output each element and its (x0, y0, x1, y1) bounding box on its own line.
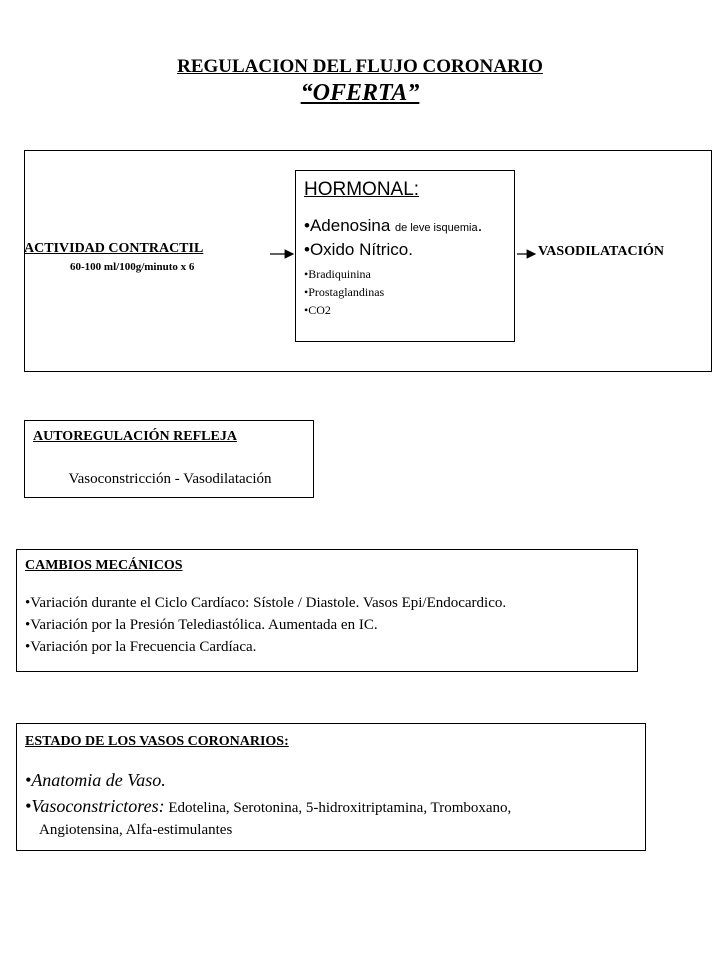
bullet: • (304, 267, 309, 281)
page-subtitle: “OFERTA” (300, 80, 420, 106)
bradiquinina-text: Bradiquinina (308, 267, 371, 281)
estado-vasos-title: ESTADO DE LOS VASOS CORONARIOS: (25, 734, 289, 749)
autoregulacion-title: AUTOREGULACIÓN REFLEJA (33, 429, 237, 444)
adenosina-text: Adenosina (309, 216, 391, 235)
list-item (25, 768, 637, 794)
list-item-text: Variación por la Frecuencia Cardíaca. (30, 639, 257, 655)
hormonal-small-item (304, 265, 506, 283)
bullet: • (25, 796, 32, 816)
hormonal-item-adenosina (304, 215, 506, 239)
vasoconstrictores-text: Edotelina, Serotonina, 5-hidroxitriptamina, Tromboxano, (164, 800, 512, 816)
actividad-contractil-label: ACTIVIDAD CONTRACTIL (24, 241, 204, 256)
autoregulacion-box (24, 420, 314, 498)
prostaglandinas-text: Prostaglandinas (308, 285, 385, 299)
hormonal-item-oxido (304, 239, 506, 261)
list-item (25, 592, 629, 614)
hormonal-title: HORMONAL: (304, 179, 420, 200)
list-item-text: Variación durante el Ciclo Cardíaco: Sístole / Diastole. Vasos Epi/Endocardico. (30, 595, 507, 611)
list-item (25, 636, 629, 658)
vasodilatacion-label: VASODILATACIÓN (538, 244, 665, 259)
anatomia-text: Anatomia de Vaso. (31, 770, 166, 790)
page-title: REGULACION DEL FLUJO CORONARIO (177, 56, 543, 77)
bullet: • (25, 770, 32, 790)
bullet: • (304, 240, 310, 259)
list-item (25, 794, 637, 820)
estado-vasos-box (16, 723, 646, 851)
bullet: • (304, 216, 310, 235)
cambios-mecanicos-title: CAMBIOS MECÁNICOS (25, 558, 183, 573)
bullet: • (25, 617, 31, 633)
bullet: • (304, 303, 309, 317)
actividad-contractil-sublabel: 60-100 ml/100g/minuto x 6 (70, 261, 195, 273)
hormonal-box (295, 170, 515, 342)
bullet: • (25, 595, 31, 611)
list-item (25, 614, 629, 636)
autoregulacion-body: Vasoconstricción - Vasodilatación (68, 471, 272, 487)
adenosina-suffix: . (477, 216, 483, 235)
bullet: • (304, 285, 309, 299)
cambios-mecanicos-box (16, 549, 638, 672)
vasoconstrictores-continuation: Angiotensina, Alfa-estimulantes (39, 822, 233, 838)
hormonal-small-item (304, 301, 506, 319)
co2-text: CO2 (308, 303, 331, 317)
vasoconstrictores-label: Vasoconstrictores: (31, 796, 165, 816)
hormonal-small-item (304, 283, 506, 301)
bullet: • (25, 639, 31, 655)
adenosina-note: de leve isquemia (395, 222, 478, 234)
list-item-text: Variación por la Presión Telediastólica. Aumentada en IC. (30, 617, 378, 633)
oxido-text: Oxido Nítrico. (309, 240, 413, 259)
